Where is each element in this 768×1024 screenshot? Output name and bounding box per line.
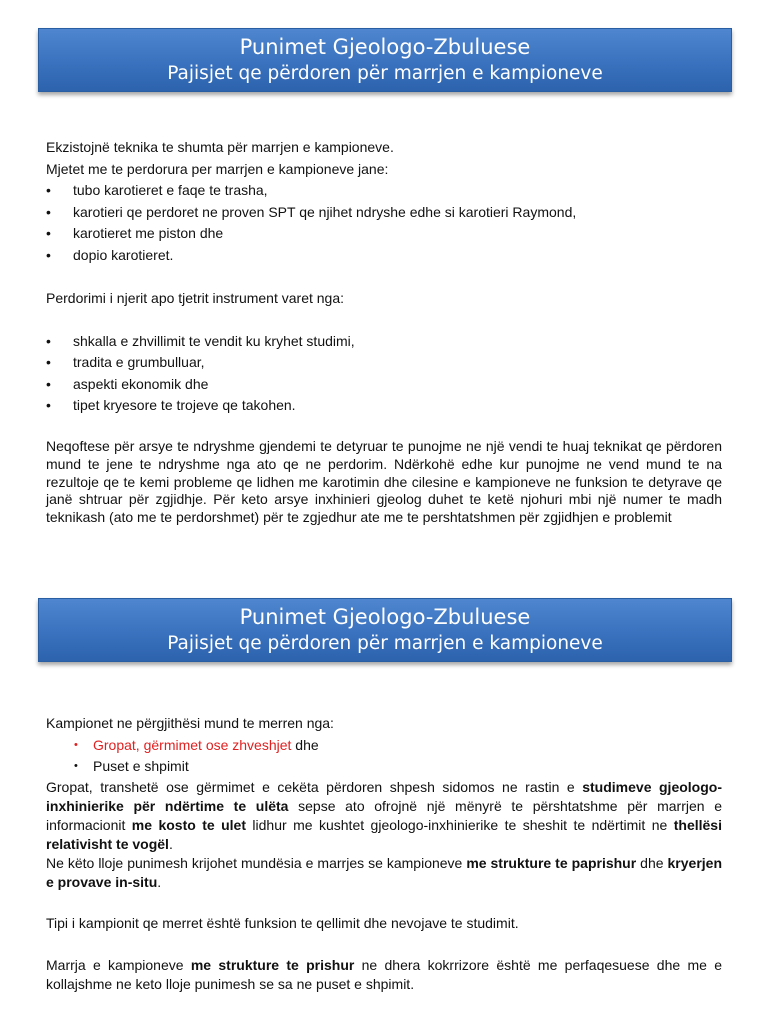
factors-list [46,331,722,417]
slide1-intro2: Mjetet me te perdorura per marrjen e kampioneve jane: [46,160,389,177]
slide2-paragraph2: Ne këto lloje punimesh krijohet mundësia e marrjes se kampioneve me strukture te paprishur dhe kryerjen e provave in-situ. [46,854,722,890]
slide2-paragraph3: Tipi i kampionit qe merret është funksion te qellimit dhe nevojave te studimit. [46,915,519,931]
slide1-usage-intro: Perdorimi i njerit apo tjetrit instrument varet nga: [46,289,345,306]
sources-list [46,735,722,778]
list-item: • Puset e shpimit [46,756,722,778]
slide2-subtitle: Pajisjet qe përdoren për marrjen e kampioneve [167,633,603,654]
slide2-title-banner [38,598,732,662]
list-item: • Gropat, gërmimet ose zhveshjet dhe [46,735,722,757]
tools-list [46,180,722,266]
slide1-intro1: Ekzistojnë teknika te shumta për marrjen e kampioneve. [46,139,394,155]
list-item: • tipet kryesore te trojeve qe takohen. [46,395,722,417]
slide2-paragraph4: Marrja e kampioneve me strukture te prishur ne dhera kokrrizore është me perfaqesuese dhe me e kollajshme ne keto lloje punimesh se sa ne puset e shpimit. [46,957,722,992]
list-item: • karotieri qe perdoret ne proven SPT qe njihet ndryshe edhe si karotieri Raymond, [46,202,722,224]
slide2-paragraph1: Gropat, transhetë ose gërmimet e cekëta përdoren shpesh sidomos ne rastin e studimeve gjeologo-inxhinierike për ndërtime te ulëta sepse ato ofrojnë një mënyrë te përshtatshme për marrjen e informacionit me kosto te ulet lidhur me kushtet gjeologo-inxhinierike te sheshit te ndërtimit ne thellësi relativisht te vogël. [46,778,722,852]
list-item: • aspekti ekonomik dhe [46,374,722,396]
list-item: • karotieret me piston dhe [46,223,722,245]
slide1-title-banner [38,28,732,92]
list-item: • tradita e grumbulluar, [46,352,722,374]
slide1-paragraph: Neqoftese për arsye te ndryshme gjendemi te detyruar te punojme ne një vendi te huaj teknikat qe përdoren mund te jene te ndryshme nga ato qe ne perdorim. Ndërkohë edhe kur punojme ne vend mund te na rezultoje qe te kemi probleme qe lidhen me karotimin dhe cilesine e kampioneve ne funksion te detyrave qe janë shtruar për zgjidhje. Për keto arsye inxhinieri gjeolog duhet te ketë njohuri mbi një numer te madh teknikash (ato me te perdorshmet) për te zgjedhur ate me te pershtatshmen për zgjidhjen e problemit [46,438,722,526]
list-item: • shkalla e zhvillimit te vendit ku kryhet studimi, [46,331,722,353]
slide1-subtitle: Pajisjet qe përdoren për marrjen e kampioneve [167,63,603,84]
slide2-body [46,713,722,994]
slide1-title: Punimet Gjeologo-Zbuluese [239,35,531,59]
slide2-title: Punimet Gjeologo-Zbuluese [239,605,531,629]
slide1-body [46,137,722,527]
slide2-intro: Kampionet ne përgjithësi mund te merren nga: [46,715,334,731]
list-item: • dopio karotieret. [46,245,722,267]
list-item: • tubo karotieret e faqe te trasha, [46,180,722,202]
source1-highlight: Gropat, gërmimet ose zhveshjet [93,736,292,753]
